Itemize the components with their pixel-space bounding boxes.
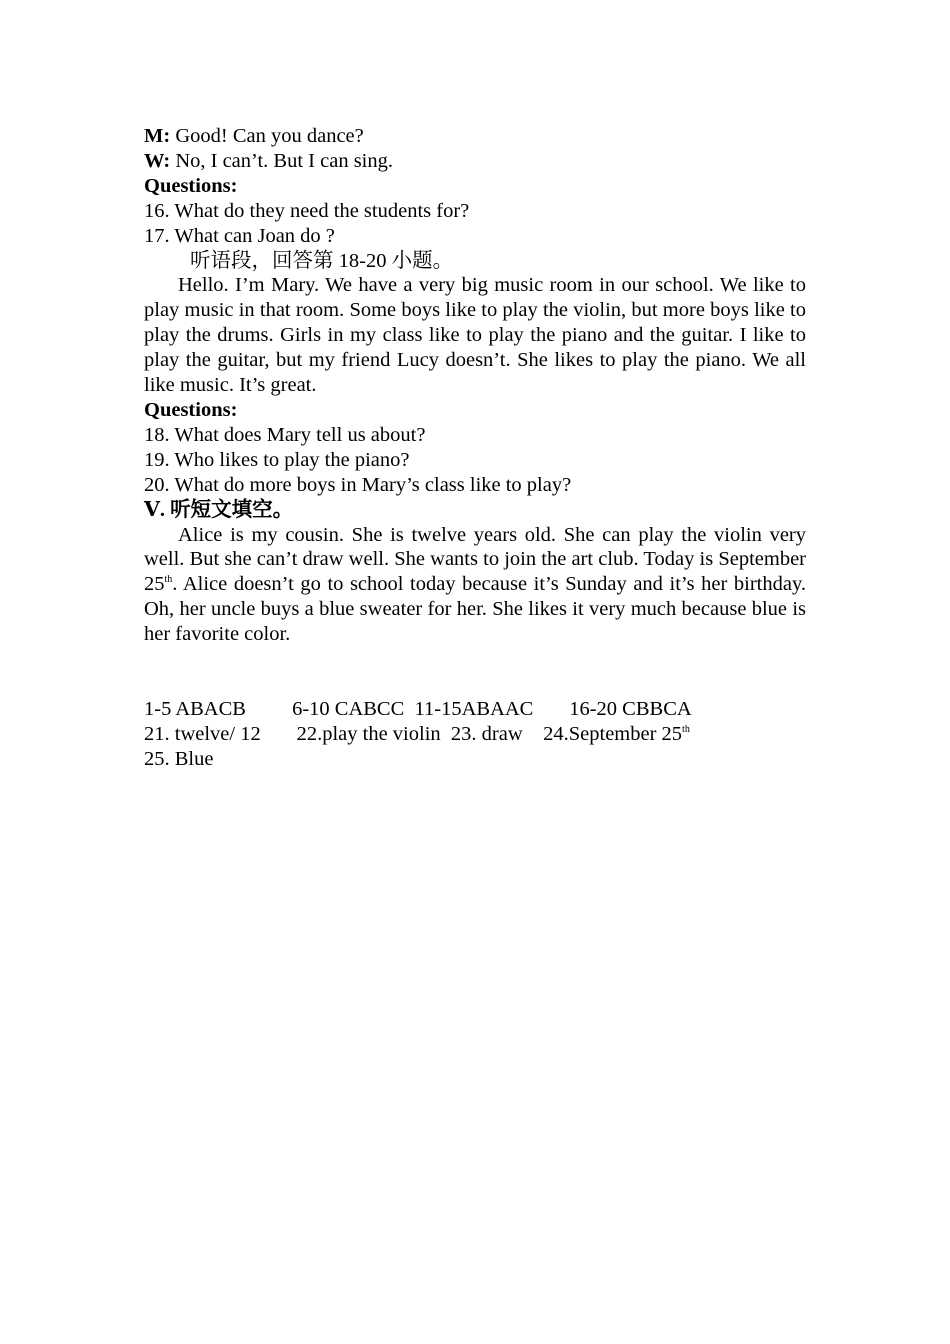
passage-alice [144,523,806,648]
questions-heading-2: Questions: [144,398,238,421]
dialogue-text-w: No, I can’t. But I can sing. [170,149,394,172]
speaker-m: M: [144,125,171,147]
instruction-18-20: 听语段，回答第 18-20 小题。 [190,249,454,272]
question-17: 17. What can Joan do ? [144,224,335,247]
questions-heading-1: Questions: [144,174,238,197]
passage-alice-sup: th [164,574,173,586]
speaker-w: W: [144,149,171,172]
question-19: 19. Who likes to play the piano? [144,448,410,471]
question-20: 20. What do more boys in Mary’s class like to play? [144,473,572,496]
answer-line-2-main: 21. twelve/ 12 22.play the violin 23. draw 24.September 25 [144,722,683,745]
question-16: 16. What do they need the students for? [144,199,470,222]
passage-alice-part1: Alice is my cousin. She is twelve years old. She can play the violin very well. But she can’t draw well. She wants to join the art club. Today is September 25 [144,523,806,596]
document-content [144,124,806,772]
section-v-heading: Ⅴ. 听短文填空。 [144,498,294,521]
spacer [144,647,806,697]
answer-line-3: 25. Blue [144,747,214,770]
passage-alice-part2: . Alice doesn’t go to school today because it’s Sunday and it’s her birthday. Oh, her uncle buys a blue sweater for her. She likes it very much because blue is her favorite color. [144,573,806,646]
answer-line-2 [144,722,806,747]
question-18: 18. What does Mary tell us about? [144,423,426,446]
answer-line-2-sup: th [682,723,690,735]
passage-mary: Hello. I’m Mary. We have a very big music room in our school. We like to play music in that room. Some boys like to play the violin, but more boys like to play the drums. Girls in my class like to play the piano and the guitar. I like to play the guitar, but my friend Lucy doesn’t. She likes to play the piano. We all like music. It’s great. [144,274,806,397]
dialogue-line-w [144,149,806,174]
answer-line-1: 1-5 ABACB 6-10 CABCC 11-15ABAAC 16-20 CBBCA [144,697,692,720]
dialogue-text-m: Good! Can you dance? [170,125,364,147]
dialogue-line-m [144,124,806,149]
